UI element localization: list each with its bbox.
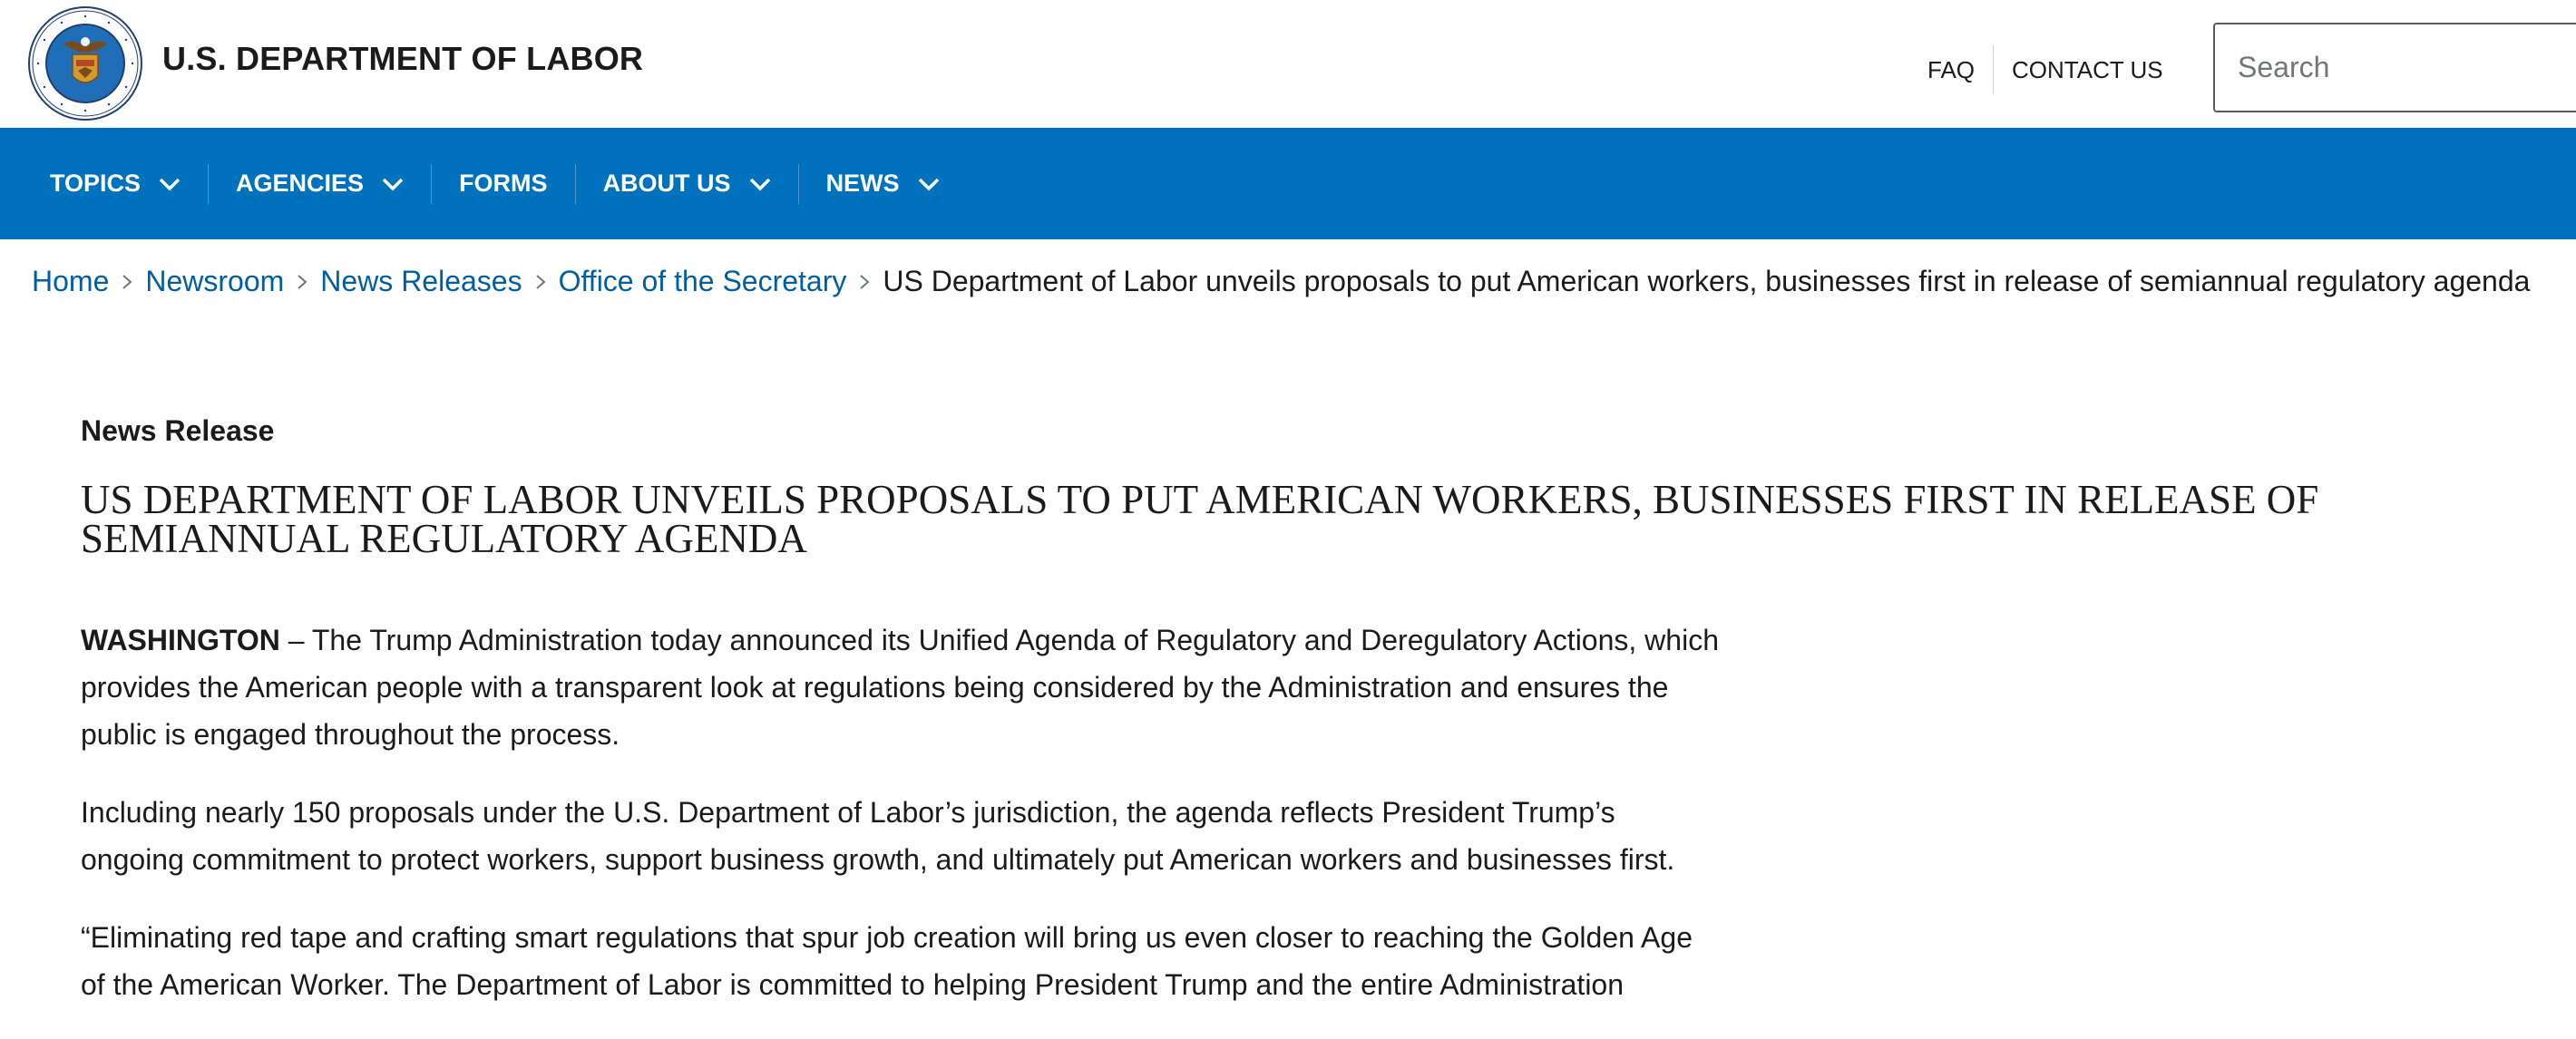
- breadcrumb-newsroom[interactable]: Newsroom: [145, 265, 285, 297]
- breadcrumb-home[interactable]: Home: [32, 265, 110, 297]
- nav-item-label: FORMS: [459, 170, 548, 197]
- nav-item-label: ABOUT US: [602, 170, 731, 197]
- article-paragraph: Including nearly 150 proposals under the U.S. Department of Labor’s jurisdiction, the agenda reflects President Trump’s ongoing commitment to protect workers, support business growth, and ultimately put American workers and businesses first.: [81, 796, 1675, 876]
- chevron-down-icon: [749, 177, 771, 191]
- nav-item-forms[interactable]: [432, 128, 575, 239]
- dol-seal-logo[interactable]: [27, 5, 143, 121]
- chevron-right-icon: [534, 274, 547, 290]
- chevron-down-icon: [159, 177, 181, 191]
- article-paragraph: [81, 617, 1722, 758]
- nav-item-about-us[interactable]: [576, 128, 798, 239]
- article-title: US DEPARTMENT OF LABOR UNVEILS PROPOSALS TO PUT AMERICAN WORKERS, BUSINESSES FIRST IN RELEASE OF SEMIANNUAL REGULATORY AGENDA: [81, 477, 2319, 561]
- utility-links: [1927, 45, 2163, 94]
- breadcrumb: [32, 265, 2530, 298]
- agency-name[interactable]: U.S. DEPARTMENT OF LABOR: [162, 40, 644, 77]
- nav-item-topics[interactable]: [23, 128, 208, 239]
- breadcrumb-current-page: US Department of Labor unveils proposals to put American workers, businesses first in release of semiannual regulatory agenda: [883, 265, 2531, 297]
- chevron-down-icon: [382, 177, 404, 191]
- contact-us-link[interactable]: CONTACT US: [2012, 55, 2163, 83]
- breadcrumb-news-releases[interactable]: News Releases: [320, 265, 522, 297]
- nav-item-label: AGENCIES: [236, 170, 365, 197]
- nav-item-news[interactable]: [799, 128, 967, 239]
- article-eyebrow: News Release: [81, 414, 275, 447]
- breadcrumb-office-of-the-secretary[interactable]: Office of the Secretary: [558, 265, 847, 297]
- nav-item-agencies[interactable]: [209, 128, 431, 239]
- nav-item-label: TOPICS: [50, 170, 141, 197]
- utility-divider: [1993, 45, 1994, 94]
- article-body: [81, 617, 1722, 1039]
- nav-item-label: NEWS: [825, 170, 900, 197]
- search-box[interactable]: [2213, 23, 2576, 112]
- article-paragraph: “Eliminating red tape and crafting smart regulations that spur job creation will bring us even closer to reaching the Golden Age of the American Worker. The Department of Labor is committed to helping President Trump and the entire Administration: [81, 921, 1693, 1001]
- chevron-right-icon: [858, 274, 871, 290]
- chevron-right-icon: [296, 274, 308, 290]
- article-paragraph-text: – The Trump Administration today announced its Unified Agenda of Regulatory and Deregulatory Actions, which provides the American people with a transparent look at regulations being considered by the Administration and ensures the public is engaged throughout the process.: [81, 624, 1719, 751]
- article-dateline: WASHINGTON: [81, 624, 280, 656]
- search-input[interactable]: [2238, 51, 2564, 84]
- site-header: [0, 0, 2576, 128]
- faq-link[interactable]: FAQ: [1927, 55, 1976, 83]
- main-nav: [0, 128, 2576, 239]
- chevron-down-icon: [918, 177, 940, 191]
- chevron-right-icon: [121, 274, 133, 290]
